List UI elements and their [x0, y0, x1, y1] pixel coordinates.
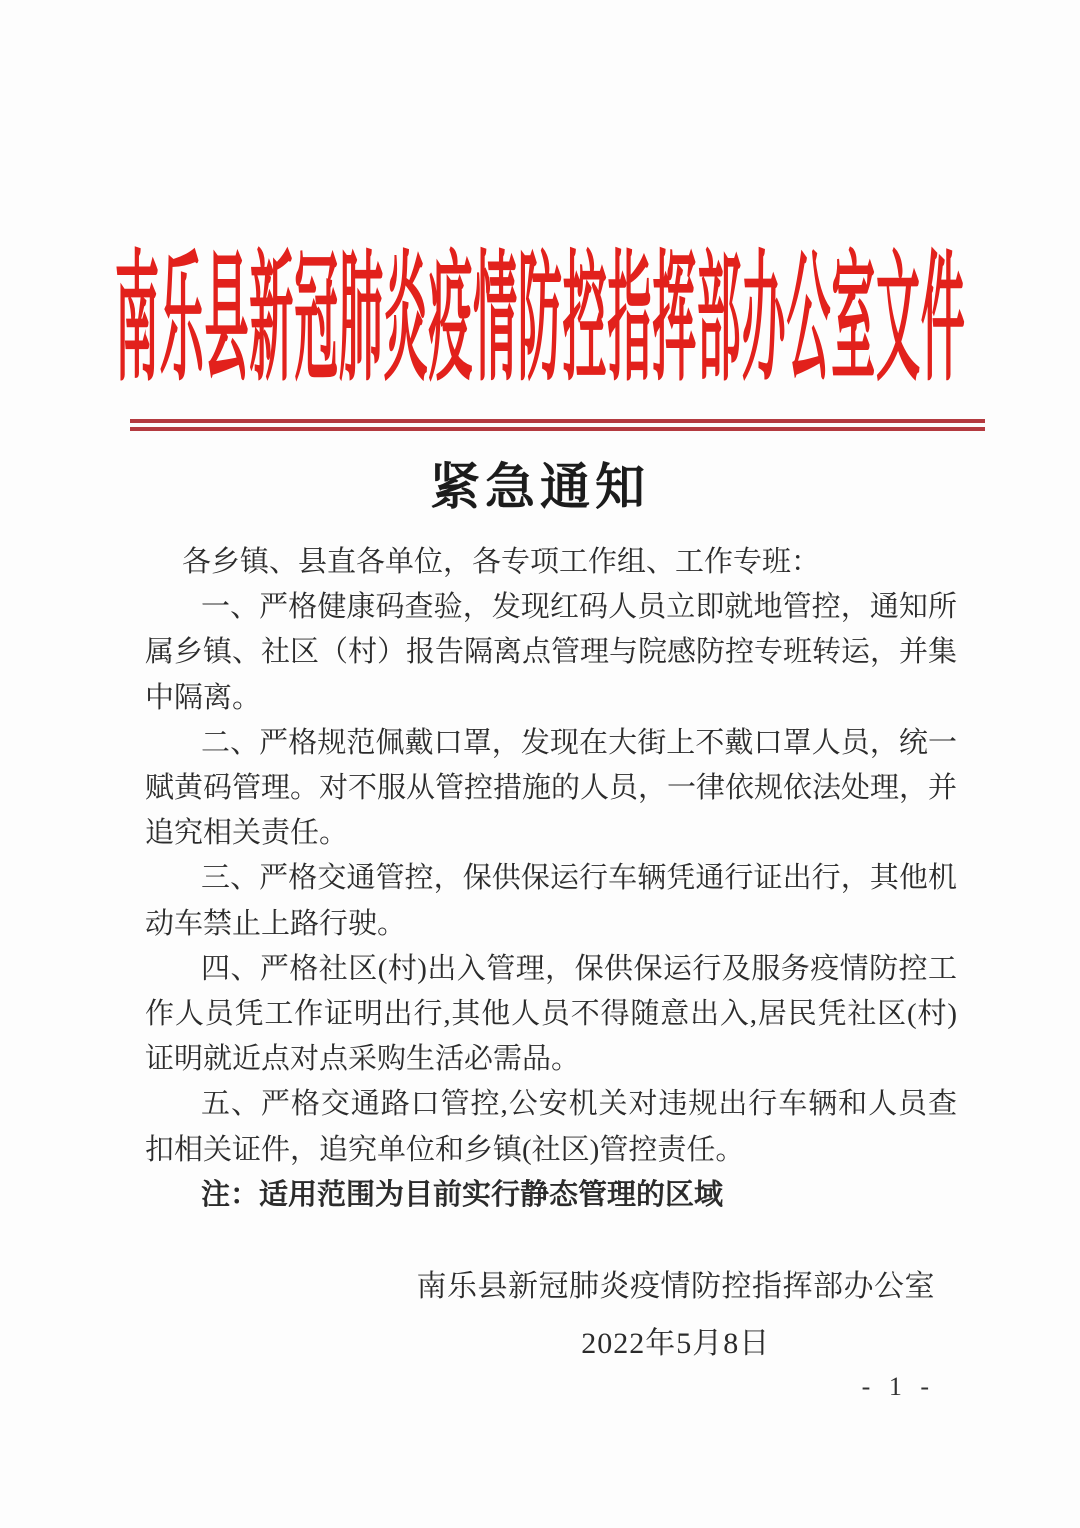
- body-paragraph-5: 五、严格交通路口管控,公安机关对违规出行车辆和人员查扣相关证件，追究单位和乡镇(社区)管控责任。: [145, 1088, 957, 1166]
- letterhead-divider: [130, 419, 985, 431]
- body-paragraph-3: 三、严格交通管控，保供保运行车辆凭通行证出行，其他机动车禁止上路行驶。: [145, 862, 957, 940]
- notice-title: 紧急通知: [430, 459, 650, 515]
- body-paragraph-4: 四、严格社区(村)出入管理，保供保运行及服务疫情防控工作人员凭工作证明出行,其他人员不得随意出入,居民凭社区(村)证明就近点对点采购生活必需品。: [145, 952, 957, 1076]
- salutation-line: 各乡镇、县直各单位，各专项工作组、工作专班：: [182, 546, 821, 578]
- issuing-office: 南乐县新冠肺炎疫情防控指挥部办公室: [416, 1270, 935, 1303]
- note-line: 注：适用范围为目前实行静态管理的区域: [201, 1178, 724, 1211]
- letterhead-title: 南 乐 县 新 冠 肺 炎 疫 情 防 控 指 挥 部 办 公 室 文 件: [115, 242, 965, 400]
- body-paragraph-1: 一、严格健康码查验，发现红码人员立即就地管控，通知所属乡镇、社区（村）报告隔离点管理与院感防控专班转运，并集中隔离。: [145, 591, 958, 714]
- body-paragraph-2: 二、严格规范佩戴口罩，发现在大街上不戴口罩人员，统一赋黄码管理。对不服从管控措施的人员，一律依规依法处理，并追究相关责任。: [145, 726, 958, 850]
- page-number: - 1 -: [861, 1372, 935, 1401]
- signature-block: [417, 1258, 936, 1372]
- issue-date: 2022年5月8日: [581, 1327, 771, 1360]
- notice-body: [145, 540, 957, 1218]
